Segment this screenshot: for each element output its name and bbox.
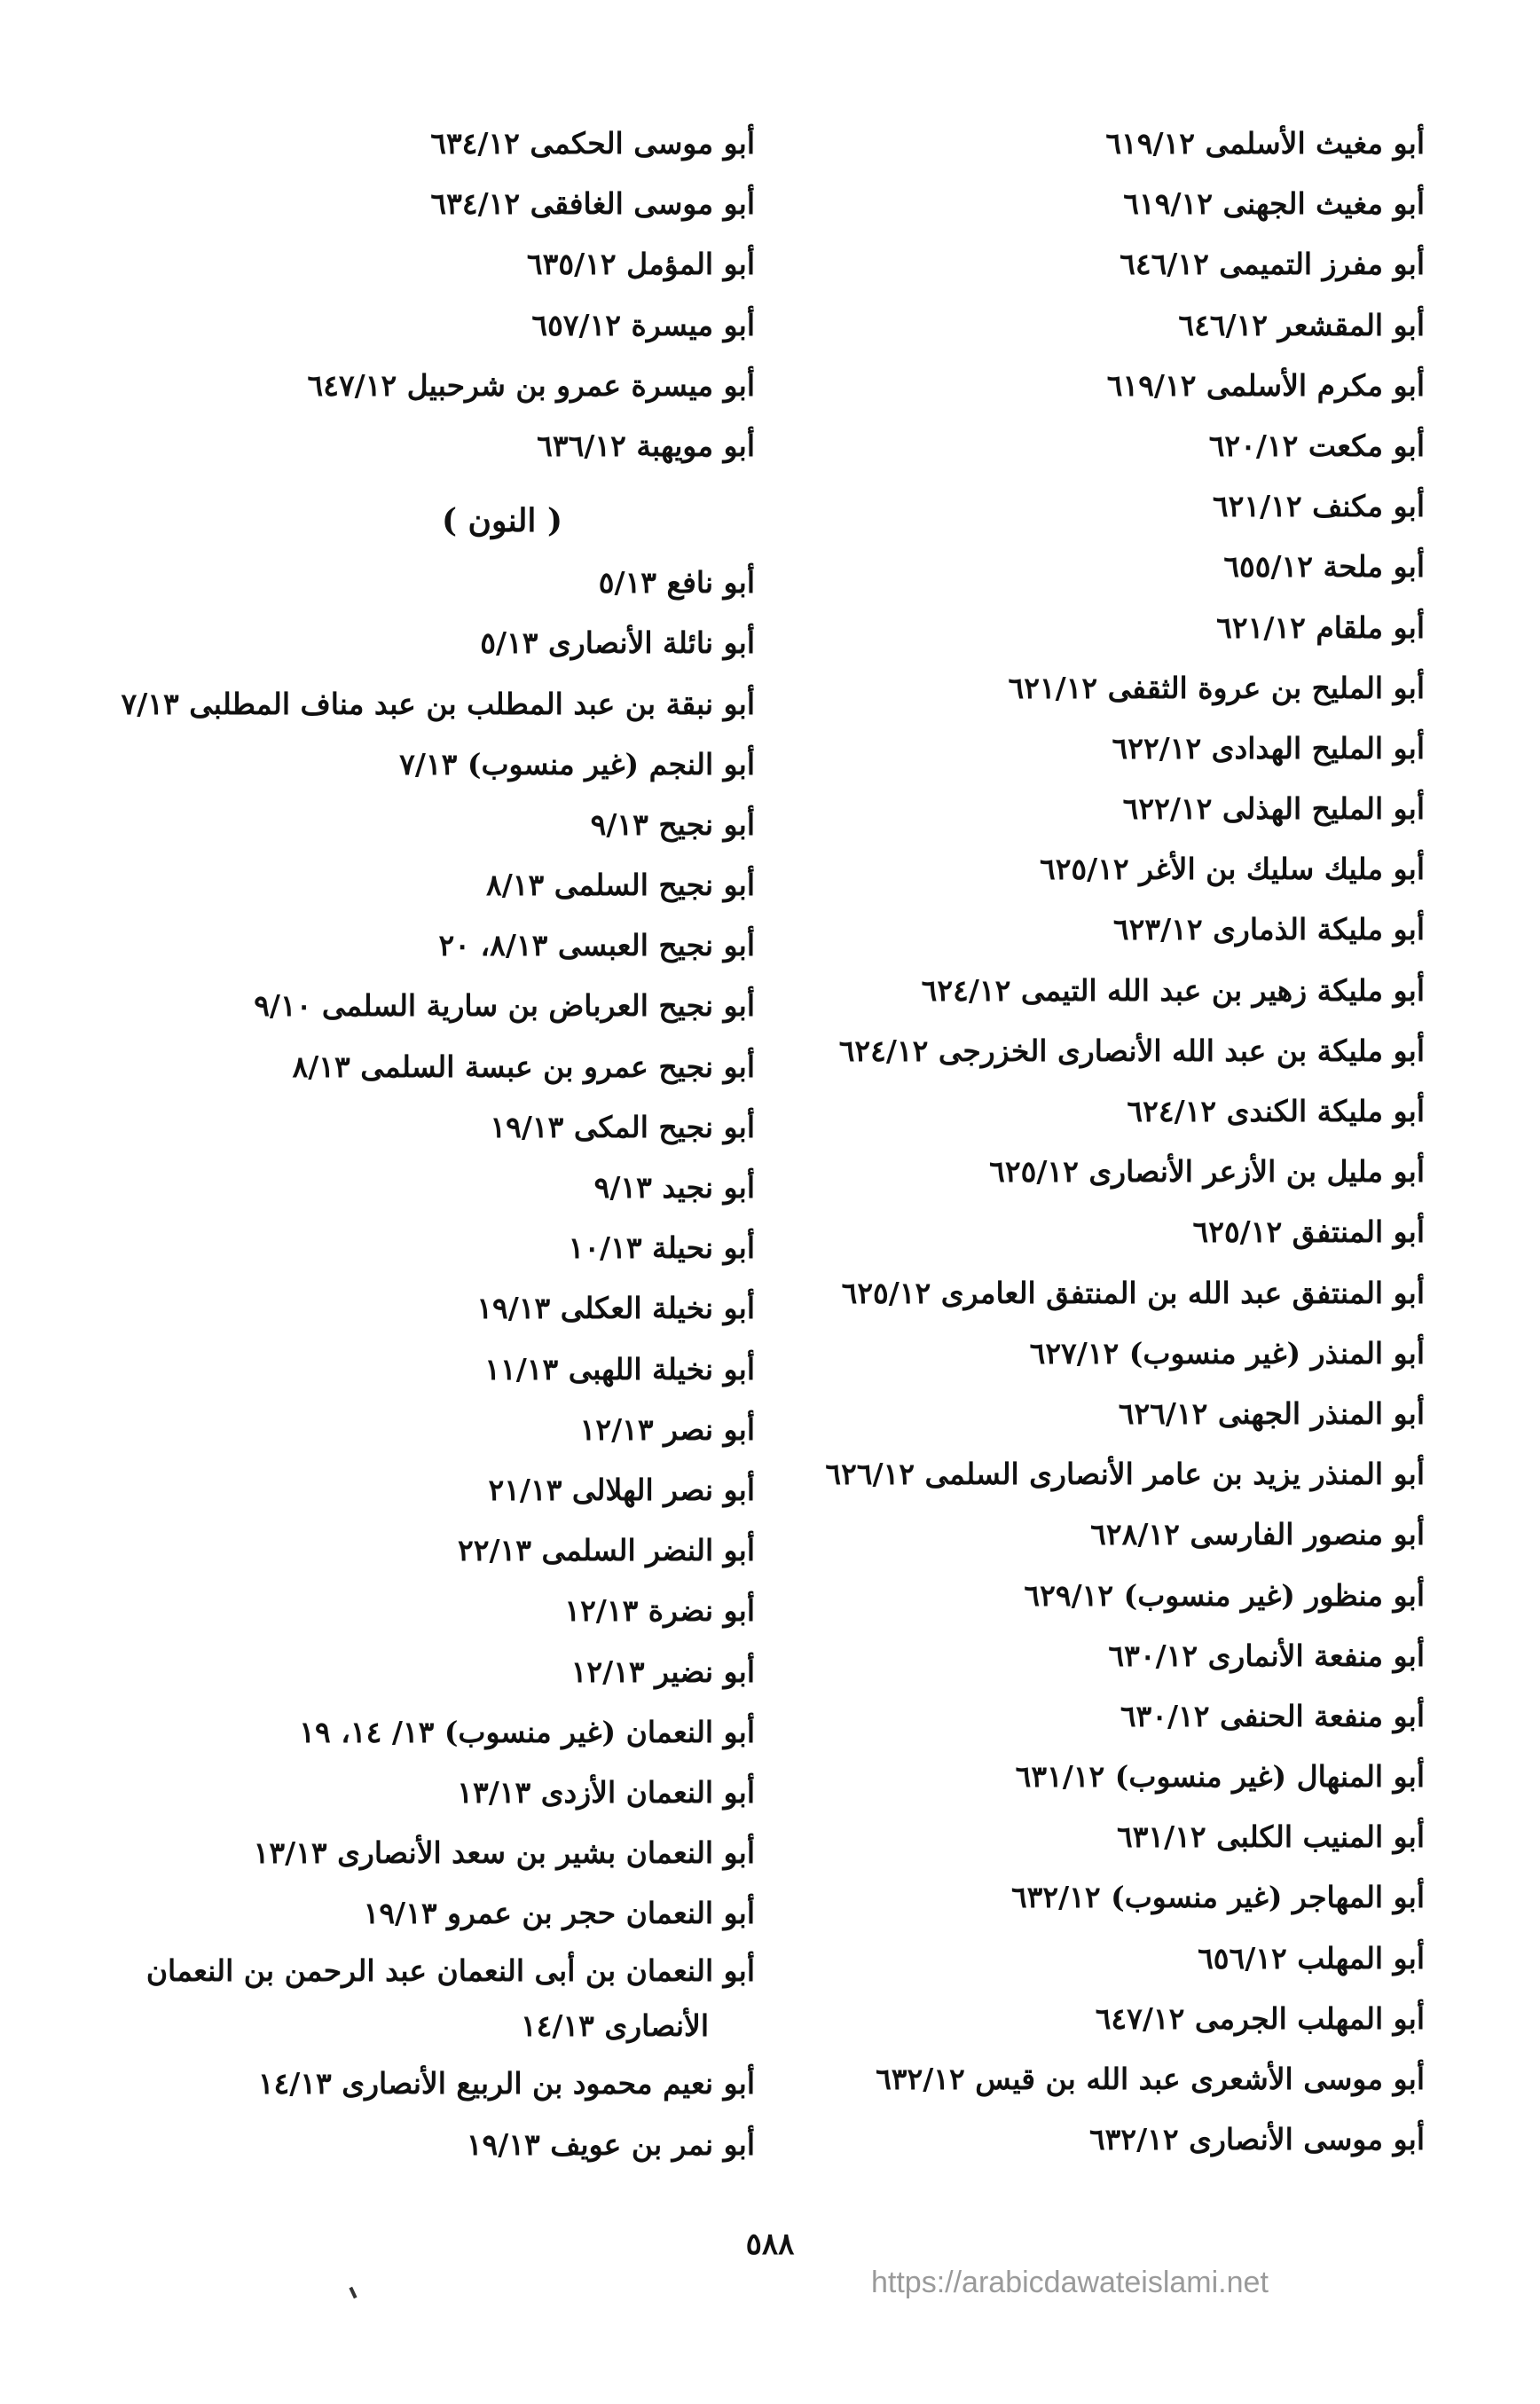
index-entry: أبو نائلة الأنصارى ٥/١٣: [480, 625, 755, 661]
index-entry: أبو نخيلة العكلى ١٩/١٣: [476, 1291, 755, 1326]
index-entry: أبو النعمان بشير بن سعد الأنصارى ١٣/١٣: [253, 1835, 755, 1871]
index-entry: أبو المقشعر ٦٤٦/١٢: [1178, 307, 1425, 342]
index-entry: أبو ملقام ٦٢١/١٢: [1216, 609, 1425, 645]
index-entry: أبو مويهبة ٦٣٦/١٢: [537, 428, 755, 463]
index-entry: أبو النعمان (غير منسوب) ١٣/ ١٤، ١٩: [299, 1714, 755, 1749]
index-entry: أبو مليك سليك بن الأغر ٦٢٥/١٢: [1039, 852, 1425, 887]
index-entry: أبو نجيح العبسى ٨/١٣، ٢٠: [438, 928, 755, 963]
index-entry: أبو نصر ١٢/١٣: [579, 1411, 755, 1447]
index-entry: أبو مكعت ٦٢٠/١٢: [1208, 428, 1425, 463]
index-entry: أبو المهلب ٦٥٦/١٢: [1198, 1940, 1425, 1976]
index-entry: أبو نافع ٥/١٣: [598, 565, 755, 601]
section-heading: ( النون ): [441, 502, 562, 540]
index-entry: أبو منفعة الحنفى ٦٣٠/١٢: [1120, 1698, 1425, 1733]
index-entry: أبو المليح الهذلى ٦٢٢/١٢: [1122, 791, 1425, 827]
index-entry: أبو المنذر (غير منسوب) ٦٢٧/١٢: [1029, 1335, 1425, 1371]
index-entry: أبو نحيلة ١٠/١٣: [568, 1230, 755, 1266]
index-entry: أبو نجيح السلمى ٨/١٣: [485, 868, 755, 903]
index-entry: أبو نمر بن عويف ١٩/١٣: [466, 2126, 755, 2162]
index-entry: أبو نخيلة اللهبى ١١/١٣: [484, 1351, 755, 1387]
index-column-right: [804, 114, 1425, 2170]
index-entry: أبو نصر الهلالى ٢١/١٣: [488, 1472, 755, 1507]
index-entry: أبو منصور الفارسى ٦٢٨/١٢: [1090, 1517, 1425, 1552]
index-entry: أبو المنهال (غير منسوب) ٦٣١/١٢: [1015, 1759, 1425, 1795]
index-entry: أبو مغيث الأسلمى ٦١٩/١٢: [1105, 126, 1425, 161]
index-entry: أبو منفعة الأنمارى ٦٣٠/١٢: [1108, 1638, 1425, 1673]
index-entry: أبو مليل بن الأزعر الأنصارى ٦٢٥/١٢: [989, 1154, 1425, 1190]
index-entry: أبو موسى الأشعرى عبد الله بن قيس ٦٣٢/١٢: [876, 2062, 1425, 2096]
index-entry: أبو نجيح ٩/١٣: [590, 806, 755, 842]
page-number: ٥٨٨: [745, 2227, 795, 2262]
index-column-left: [116, 114, 755, 2175]
index-entry: أبو نجيح العرباض بن سارية السلمى ٩/١٠: [254, 988, 755, 1024]
index-entry: أبو مليكة الذمارى ٦٢٣/١٢: [1112, 912, 1425, 947]
index-entry: أبو مغيث الجهنى ٦١٩/١٢: [1123, 186, 1425, 222]
index-entry: أبو المنذر يزيد بن عامر الأنصارى السلمى ٦٢٦/١٢: [825, 1457, 1425, 1492]
index-entry: أبو مليكة الكندى ٦٢٤/١٢: [1127, 1094, 1425, 1128]
index-entry: أبو المهلب الجرمى ٦٤٧/١٢: [1095, 2000, 1425, 2036]
index-entry: أبو النعمان حجر بن عمرو ١٩/١٣: [363, 1896, 755, 1931]
index-entry: أبو النعمان الأزدى ١٣/١٣: [457, 1774, 755, 1810]
index-entry: أبو منظور (غير منسوب) ٦٢٩/١٢: [1024, 1577, 1425, 1613]
index-entry: أبو المهاجر (غير منسوب) ٦٣٢/١٢: [1010, 1880, 1425, 1915]
index-entry: أبو المليح بن عروة الثقفى ٦٢١/١٢: [1008, 670, 1425, 705]
index-entry: أبو المنتفق عبد الله بن المنتفق العامرى ٦٢٥/١٢: [841, 1275, 1425, 1310]
index-entry: أبو مليكة بن عبد الله الأنصارى الخزرجى ٦٢٤/١٢: [838, 1033, 1425, 1068]
index-entry: أبو نضير ١٢/١٣: [570, 1654, 755, 1689]
index-entry: أبو مفرز التميمى ٦٤٦/١٢: [1120, 247, 1425, 282]
index-entry: أبو نجيح المكى ١٩/١٣: [490, 1109, 755, 1144]
index-entry: أبو النضر السلمى ٢٢/١٣: [458, 1533, 755, 1568]
index-entry: أبو مكنف ٦٢١/١٢: [1212, 489, 1425, 524]
index-entry: أبو المنيب الكلبى ٦٣١/١٢: [1116, 1819, 1425, 1855]
index-entry: أبو المنتفق ٦٢٥/١٢: [1192, 1214, 1425, 1250]
index-entry: أبو ميسرة ٦٥٧/١٢: [531, 307, 755, 342]
index-entry: أبو المؤمل ٦٣٥/١٢: [526, 247, 755, 282]
index-entry: أبو المنذر الجهنى ٦٢٦/١٢: [1118, 1395, 1425, 1431]
index-entry: أبو موسى الحكمى ٦٣٤/١٢: [430, 126, 755, 161]
index-entry: أبو نجيح عمرو بن عبسة السلمى ٨/١٣: [292, 1049, 755, 1084]
index-entry: أبو نجيد ٩/١٣: [593, 1170, 755, 1205]
index-entry: أبو مليكة زهير بن عبد الله التيمى ٦٢٤/١٢: [921, 972, 1425, 1008]
index-entry: أبو النجم (غير منسوب) ٧/١٣: [399, 746, 755, 782]
index-entry: أبو نعيم محمود بن الربيع الأنصارى ١٤/١٣: [257, 2066, 755, 2102]
index-entry: أبو نضرة ١٢/١٣: [564, 1593, 755, 1629]
index-entry: أبو موسى الغافقى ٦٣٤/١٢: [430, 186, 755, 222]
index-entry: أبو المليح الهدادى ٦٢٢/١٢: [1112, 730, 1425, 766]
index-entry-line: أبو النعمان بن أبى النعمان عبد الرحمن بن النعمان: [145, 1953, 755, 1989]
index-entry-continuation: الأنصارى ١٤/١٣: [520, 2008, 709, 2044]
index-entry-wrapped: [116, 1944, 755, 2054]
index-entry: أبو مكرم الأسلمى ٦١٩/١٢: [1106, 367, 1425, 403]
scan-speck: [349, 2287, 357, 2298]
index-entry: أبو ملحة ٦٥٥/١٢: [1223, 549, 1425, 585]
index-entry: أبو ميسرة عمرو بن شرحبيل ٦٤٧/١٢: [307, 367, 755, 403]
index-entry: أبو نبقة بن عبد المطلب بن عبد مناف المطلبى ٧/١٣: [121, 686, 755, 721]
watermark-url: https://arabicdawateislami.net: [871, 2266, 1269, 2299]
index-entry: أبو موسى الأنصارى ٦٣٢/١٢: [1088, 2122, 1425, 2157]
